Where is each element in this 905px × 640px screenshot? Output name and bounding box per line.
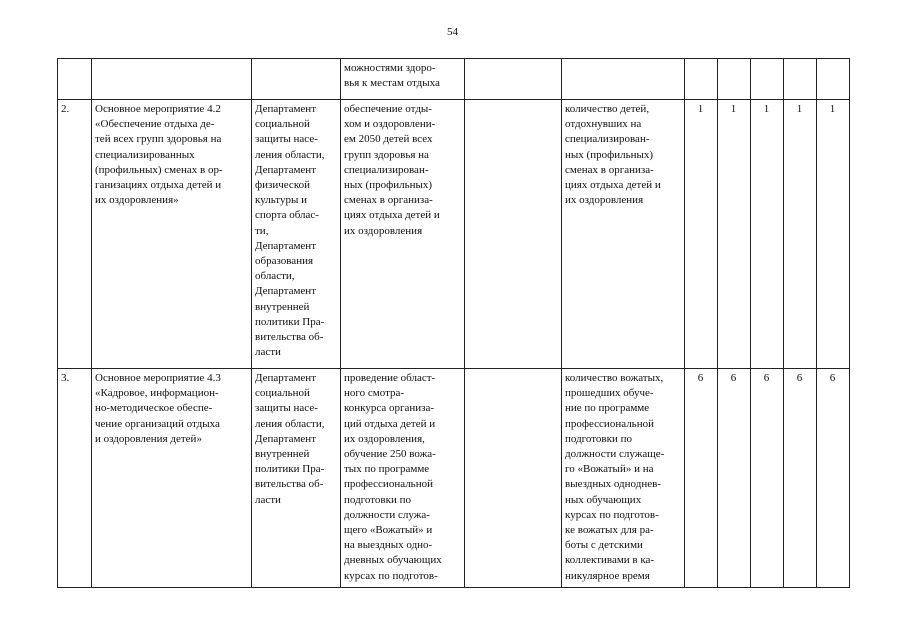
value-cell: 1 <box>718 100 751 369</box>
value-cell <box>685 59 718 100</box>
value-cell: 1 <box>751 100 784 369</box>
value-cell <box>817 59 850 100</box>
value-cell: 1 <box>685 100 718 369</box>
value-cell <box>718 59 751 100</box>
page-number: 54 <box>447 26 458 38</box>
executor-cell: Департамент социальной защиты насе- ления области, Департамент физической культуры и спорта облас- ти, Департамент образования области, Департамент внутренней политики Пра- вительства об- ласти <box>252 100 341 369</box>
expected-result-cell: обеспечение отды- хом и оздоровлени- ем 2050 детей всех групп здоровья на специализирован- ных (профильных) сменах в организа- циях отдыха детей и их оздоровления <box>341 100 465 369</box>
value-cell: 1 <box>817 100 850 369</box>
activity-name-cell: Основное мероприятие 4.2 «Обеспечение отдыха де- тей всех групп здоровья на специализированных (профильных) сменах в ор- ганизациях отдыха детей и их оздоровления» <box>92 100 252 369</box>
table-row <box>58 369 850 588</box>
value-cell: 6 <box>784 369 817 588</box>
row-number-cell <box>58 59 92 100</box>
activity-name-cell: Основное мероприятие 4.3 «Кадровое, информацион- но-методическое обеспе- чение организаций отдыха и оздоровления детей» <box>92 369 252 588</box>
value-cell <box>784 59 817 100</box>
indicator-cell <box>562 59 685 100</box>
indicator-cell: количество вожатых, прошедших обуче- ние по программе профессиональной подготовки по должности служаще- го «Вожатый» и на выездных одноднев- ных обучающих курсах по подготов- ке вожатых для ра- боты с детскими коллективами в ка- никулярное время <box>562 369 685 588</box>
value-cell: 6 <box>751 369 784 588</box>
table-row <box>58 59 850 100</box>
empty-cell <box>465 59 562 100</box>
value-cell <box>751 59 784 100</box>
value-cell: 6 <box>718 369 751 588</box>
empty-cell <box>465 369 562 588</box>
row-number-cell: 3. <box>58 369 92 588</box>
empty-cell <box>465 100 562 369</box>
indicator-cell: количество детей, отдохнувших на специализирован- ных (профильных) сменах в организа- циях отдыха детей и их оздоровления <box>562 100 685 369</box>
expected-result-cell: можностями здоро- вья к местам отдыха <box>341 59 465 100</box>
expected-result-cell: проведение област- ного смотра- конкурса организа- ций отдыха детей и их оздоровления, обучение 250 вожа- тых по программе профессиональной подготовки по должности служа- щего «Вожатый» и на выездных одно- дневных обучающих курсах по подготов- <box>341 369 465 588</box>
activity-name-cell <box>92 59 252 100</box>
value-cell: 1 <box>784 100 817 369</box>
table-row <box>58 100 850 369</box>
row-number-cell: 2. <box>58 100 92 369</box>
executor-cell <box>252 59 341 100</box>
executor-cell: Департамент социальной защиты насе- ления области, Департамент внутренней политики Пра- вительства об- ласти <box>252 369 341 588</box>
program-table <box>57 58 850 588</box>
value-cell: 6 <box>685 369 718 588</box>
value-cell: 6 <box>817 369 850 588</box>
